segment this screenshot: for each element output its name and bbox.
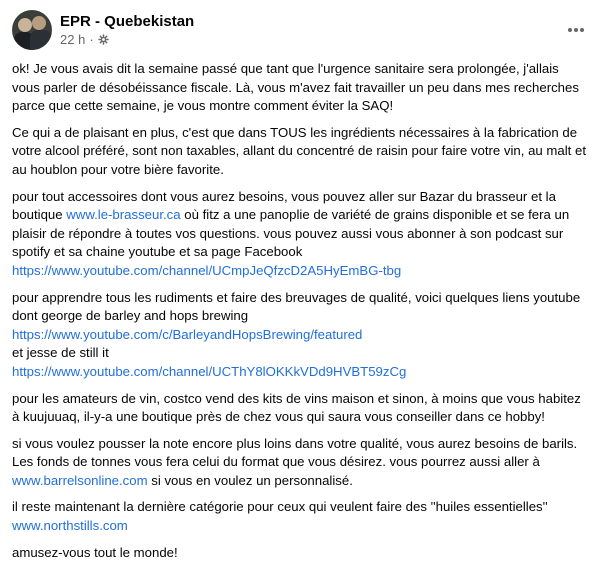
gear-icon[interactable] — [98, 34, 109, 45]
post-subtitle — [60, 31, 194, 48]
post-meta — [60, 12, 194, 48]
text: il reste maintenant la dernière catégorie pour ceux qui veulent faire des ''huiles essentielles'' — [12, 499, 548, 515]
paragraph-oils — [12, 498, 590, 535]
more-options-button[interactable] — [564, 18, 588, 42]
paragraph-intro: ok! Je vous avais dit la semaine passé que tant que l'urgence sanitaire sera prolongée, j'allais vous parler de désobéissance fiscale. Là, vous m'avez fait travailler un peu dans mes recherches parce que cette semaine, je vous montre comment éviter la SAQ! — [12, 61, 579, 114]
paragraph-youtube — [12, 289, 590, 382]
text: si vous en voulez un personnalisé. — [147, 472, 353, 488]
more-horizontal-icon — [567, 27, 585, 33]
paragraph-barrels — [12, 435, 590, 491]
post-body — [12, 60, 590, 570]
link-northstills[interactable]: www.northstills.com — [12, 518, 128, 534]
text: si vous voulez pousser la note encore plus loins dans votre qualité, vous aurez besoins de barils. Les fonds de tonnes vous fera celui du format que vous désirez. vous pourrez aussi aller à — [12, 435, 578, 470]
paragraph-taxes: Ce qui a de plaisant en plus, c'est que dans TOUS les ingrédients nécessaires à la fabrication de votre alcool préféré, sont non taxables, allant du concentré de raisin pour faire votre vin, au malt et au houblon pour votre bière favorite. — [12, 124, 586, 177]
paragraph-closing: amusez-vous tout le monde! — [12, 544, 178, 560]
link-barrelsonline[interactable]: www.barrelsonline.com — [12, 472, 148, 488]
text: pour apprendre tous les rudiments et faire des breuvages de qualité, voici quelques liens youtube dont george de barley and hops brewing — [12, 289, 581, 324]
link-youtube-channel-1[interactable]: https://www.youtube.com/channel/UCmpJeQfzcD2A5HyEmBG-tbg — [12, 262, 402, 278]
text: où fitz a une panoplie de variété de grains disponible et se fera un plaisir de répondre à toutes vos questions. vous pouvez aussi vous abonner à son podcast sur spotify et sa chaine youtube et sa page Facebook — [12, 207, 570, 260]
post-time[interactable]: 22 h — [60, 32, 86, 47]
link-still-it[interactable]: https://www.youtube.com/channel/UCThY8lOKKkVDd9HVBT59zCg — [12, 363, 407, 379]
separator-dot: · — [89, 32, 94, 47]
author-name[interactable]: EPR - Quebekistan — [60, 13, 195, 30]
paragraph-wine: pour les amateurs de vin, costco vend des kits de vins maison et sinon, à moins que vous habitez à kuujuuaq, il-y-a une boutique près de chez vous qui saura vous conseiller dans ce hobby! — [12, 390, 581, 425]
post-header — [12, 10, 588, 50]
text: pour tout accessoires dont vous aurez besoins, vous pouvez aller sur Bazar du brasseur et la boutique — [12, 188, 556, 223]
text: et jesse de still it — [12, 345, 109, 361]
link-le-brasseur[interactable]: www.le-brasseur.ca — [66, 207, 181, 223]
link-barley-hops[interactable]: https://www.youtube.com/c/BarleyandHopsBrewing/featured — [12, 326, 363, 342]
paragraph-accessories — [12, 188, 590, 281]
avatar[interactable] — [12, 10, 52, 50]
